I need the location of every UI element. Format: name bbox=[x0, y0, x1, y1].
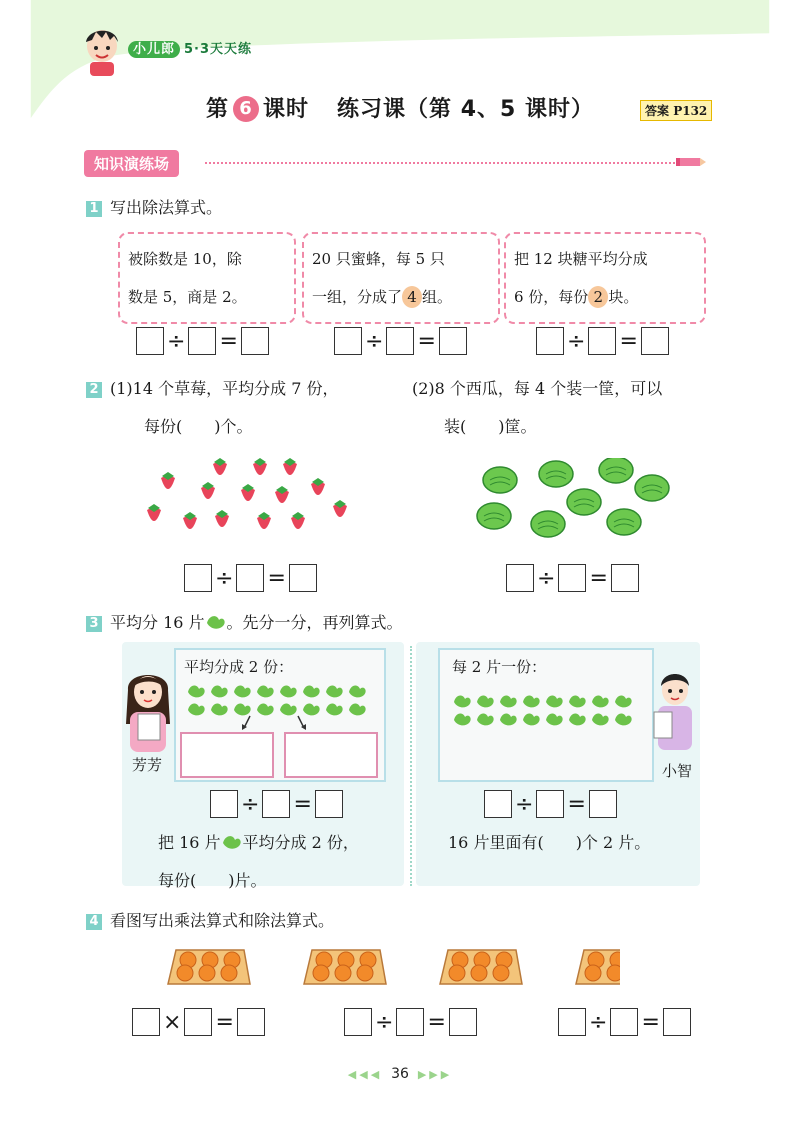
share-box-2[interactable] bbox=[284, 732, 378, 778]
answer-box[interactable] bbox=[484, 790, 512, 818]
watermelon-icon bbox=[607, 509, 641, 535]
q2-part1-line1 bbox=[86, 376, 338, 399]
q4-number: 4 bbox=[86, 914, 102, 930]
leaf-icon bbox=[615, 714, 632, 726]
card2-highlight: 4 bbox=[402, 286, 422, 308]
divide-sign: ÷ bbox=[167, 328, 186, 354]
strawberry-icon bbox=[161, 472, 175, 489]
answer-box[interactable] bbox=[386, 327, 414, 355]
q3-equation-1 bbox=[210, 790, 343, 818]
answer-box[interactable] bbox=[506, 564, 534, 592]
girl-fangfang-icon bbox=[120, 664, 176, 756]
leaf-icon bbox=[569, 696, 586, 708]
leaf-icon bbox=[592, 714, 609, 726]
answer-box[interactable] bbox=[184, 564, 212, 592]
page-footer bbox=[0, 1066, 800, 1082]
watermelon-icon bbox=[477, 503, 511, 529]
arrows-icon bbox=[230, 714, 320, 734]
q1-number: 1 bbox=[86, 201, 102, 217]
share-box-1[interactable] bbox=[180, 732, 274, 778]
fruit-tray-icon bbox=[304, 950, 386, 984]
answer-box[interactable] bbox=[589, 790, 617, 818]
left-title: 平均分成 2 份： bbox=[184, 658, 294, 676]
leaf-icon bbox=[280, 686, 297, 698]
answer-box[interactable] bbox=[241, 327, 269, 355]
card3-line2-post: 块。 bbox=[608, 288, 639, 306]
brand-name: 小儿郎 bbox=[128, 41, 180, 58]
fruit-tray-icon bbox=[168, 950, 250, 984]
answer-box[interactable] bbox=[132, 1008, 160, 1036]
q2-part1-text: (1)14 个草莓，平均分成 7 份， bbox=[110, 379, 339, 398]
leaf-icon bbox=[454, 714, 471, 726]
right-title: 每 2 片一份： bbox=[452, 658, 547, 676]
card3-line2-pre: 6 份，每份 bbox=[514, 288, 589, 306]
q3-left-text1 bbox=[158, 830, 359, 853]
answer-box[interactable] bbox=[188, 327, 216, 355]
answer-box[interactable] bbox=[184, 1008, 212, 1036]
leaves-right-group bbox=[450, 690, 640, 730]
leaf-icon bbox=[234, 686, 251, 698]
left-text1-pre: 把 16 片 bbox=[158, 833, 221, 852]
q2-equation-2 bbox=[506, 564, 639, 592]
series-name: 5·3天天练 bbox=[184, 42, 253, 57]
strawberry-icon bbox=[215, 510, 229, 527]
q1-equation-3 bbox=[536, 327, 669, 355]
leaf-icon bbox=[349, 704, 366, 716]
strawberry-icon bbox=[201, 482, 215, 499]
answer-box[interactable] bbox=[439, 327, 467, 355]
divide-sign: ÷ bbox=[537, 565, 556, 591]
answer-box[interactable] bbox=[289, 564, 317, 592]
q1-equation-2 bbox=[334, 327, 467, 355]
answer-ref bbox=[640, 100, 712, 121]
leaf-icon bbox=[523, 696, 540, 708]
q4-text: 看图写出乘法算式和除法算式。 bbox=[110, 911, 335, 930]
q3-number: 3 bbox=[86, 616, 102, 632]
q3-left-text2: 每份( )片。 bbox=[158, 871, 267, 890]
fruit-trays-picture bbox=[160, 944, 620, 990]
divide-sign: ÷ bbox=[589, 1009, 608, 1035]
divide-sign: ÷ bbox=[567, 328, 586, 354]
watermelon-icon bbox=[539, 461, 573, 487]
equals-sign: = bbox=[267, 565, 286, 591]
boy-xiaozhi-icon bbox=[650, 664, 700, 756]
q2-part1-line2: 每份( )个。 bbox=[144, 417, 253, 436]
answer-box[interactable] bbox=[610, 1008, 638, 1036]
pencil-icon bbox=[676, 155, 706, 169]
equals-sign: = bbox=[619, 328, 638, 354]
strawberry-icon bbox=[283, 458, 297, 475]
strawberry-icon bbox=[253, 458, 267, 475]
watermelon-icon bbox=[635, 475, 669, 501]
divide-sign: ÷ bbox=[515, 791, 534, 817]
leaf-icon bbox=[615, 696, 632, 708]
answer-box[interactable] bbox=[641, 327, 669, 355]
strawberries-picture bbox=[140, 452, 350, 542]
q2-equation-1 bbox=[184, 564, 317, 592]
q3-prompt-post: 。先分一分，再列算式。 bbox=[226, 613, 403, 632]
answer-box[interactable] bbox=[262, 790, 290, 818]
answer-box[interactable] bbox=[558, 1008, 586, 1036]
leaf-icon bbox=[546, 696, 563, 708]
equals-sign: = bbox=[589, 565, 608, 591]
footer-right-marks: ▶▶▶ bbox=[417, 1068, 453, 1081]
section-divider bbox=[205, 162, 675, 164]
strawberry-icon bbox=[275, 486, 289, 503]
answer-box[interactable] bbox=[449, 1008, 477, 1036]
q4-prompt bbox=[86, 908, 334, 931]
times-sign: × bbox=[163, 1009, 182, 1035]
q1-text: 写出除法算式。 bbox=[110, 198, 223, 217]
answer-box[interactable] bbox=[210, 790, 238, 818]
answer-box[interactable] bbox=[536, 327, 564, 355]
equals-sign: = bbox=[427, 1009, 446, 1035]
q1-card-3 bbox=[504, 232, 706, 324]
q3-right-text1: 16 片里面有( )个 2 片。 bbox=[448, 833, 651, 852]
section-title: 知识演练场 bbox=[84, 150, 179, 177]
q3-prompt-pre: 平均分 16 片 bbox=[110, 613, 205, 632]
answer-box[interactable] bbox=[536, 790, 564, 818]
footer-left-marks: ◀◀◀ bbox=[347, 1068, 383, 1081]
leaf-icon bbox=[326, 704, 343, 716]
q2-part2-line1: (2)8 个西瓜，每 4 个装一筐，可以 bbox=[412, 379, 663, 398]
fruit-tray-icon bbox=[576, 950, 620, 984]
leaf-icon bbox=[500, 696, 517, 708]
leaf-icon bbox=[454, 696, 471, 708]
answer-box[interactable] bbox=[663, 1008, 691, 1036]
card2-line2-post: 组。 bbox=[422, 288, 453, 306]
divide-sign: ÷ bbox=[375, 1009, 394, 1035]
watermelons-picture bbox=[470, 458, 680, 542]
leaf-icon bbox=[477, 696, 494, 708]
leaf-icon bbox=[592, 696, 609, 708]
q1-equation-1 bbox=[136, 327, 269, 355]
q1-card-1 bbox=[118, 232, 296, 324]
answer-page: P132 bbox=[673, 104, 708, 118]
panel-divider bbox=[410, 646, 412, 886]
title-prefix: 第 bbox=[206, 97, 230, 122]
answer-box[interactable] bbox=[237, 1008, 265, 1036]
q1-prompt bbox=[86, 195, 222, 218]
card2-line1: 20 只蜜蜂，每 5 只 bbox=[312, 250, 445, 268]
divide-sign: ÷ bbox=[365, 328, 384, 354]
answer-box[interactable] bbox=[334, 327, 362, 355]
equals-sign: = bbox=[641, 1009, 660, 1035]
equals-sign: = bbox=[293, 791, 312, 817]
watermelon-icon bbox=[567, 489, 601, 515]
leaf-icon bbox=[569, 714, 586, 726]
strawberry-icon bbox=[291, 512, 305, 529]
strawberry-icon bbox=[311, 478, 325, 495]
left-text1-post: 平均分成 2 份， bbox=[242, 833, 359, 852]
leaf-icon bbox=[205, 614, 227, 630]
leaf-icon bbox=[500, 714, 517, 726]
card3-line1: 把 12 块糖平均分成 bbox=[514, 250, 648, 268]
answer-box[interactable] bbox=[588, 327, 616, 355]
leaf-icon bbox=[211, 686, 228, 698]
leaf-icon bbox=[188, 686, 205, 698]
divide-sign: ÷ bbox=[241, 791, 260, 817]
equals-sign: = bbox=[567, 791, 586, 817]
page-number: 36 bbox=[391, 1066, 409, 1082]
equals-sign: = bbox=[215, 1009, 234, 1035]
answer-label: 答案 bbox=[645, 104, 670, 118]
logo bbox=[128, 38, 252, 57]
q3-equation-2 bbox=[484, 790, 617, 818]
q1-card-2 bbox=[302, 232, 500, 324]
q4-equation-divide-1 bbox=[344, 1008, 477, 1036]
answer-box[interactable] bbox=[558, 564, 586, 592]
strawberry-icon bbox=[147, 504, 161, 521]
strawberry-icon bbox=[257, 512, 271, 529]
answer-box[interactable] bbox=[315, 790, 343, 818]
answer-box[interactable] bbox=[396, 1008, 424, 1036]
leaf-icon bbox=[349, 686, 366, 698]
mascot-icon bbox=[80, 24, 124, 76]
q4-equation-multiply bbox=[132, 1008, 265, 1036]
strawberry-icon bbox=[333, 500, 347, 517]
card2-line2 bbox=[312, 278, 490, 316]
watermelon-icon bbox=[483, 467, 517, 493]
leaf-icon bbox=[326, 686, 343, 698]
q2-number: 2 bbox=[86, 382, 102, 398]
leaf-icon bbox=[477, 714, 494, 726]
q3-prompt bbox=[86, 610, 403, 633]
equals-sign: = bbox=[219, 328, 238, 354]
title-main: 练习课（第 4、5 课时） bbox=[337, 97, 594, 122]
divide-sign: ÷ bbox=[215, 565, 234, 591]
answer-box[interactable] bbox=[236, 564, 264, 592]
leaf-icon bbox=[303, 686, 320, 698]
strawberry-icon bbox=[241, 484, 255, 501]
answer-box[interactable] bbox=[344, 1008, 372, 1036]
card3-highlight: 2 bbox=[588, 286, 608, 308]
title-suffix: 课时 bbox=[263, 97, 310, 122]
leaf-icon bbox=[257, 686, 274, 698]
q4-equation-divide-2 bbox=[558, 1008, 691, 1036]
answer-box[interactable] bbox=[611, 564, 639, 592]
leaf-icon bbox=[523, 714, 540, 726]
card1-line1: 被除数是 10，除 bbox=[128, 250, 242, 268]
watermelon-icon bbox=[599, 458, 633, 483]
leaf-icon bbox=[211, 704, 228, 716]
card2-line2-pre: 一组，分成了 bbox=[312, 288, 403, 306]
card3-line2 bbox=[514, 278, 696, 316]
lesson-number: 6 bbox=[233, 96, 259, 122]
answer-box[interactable] bbox=[136, 327, 164, 355]
leaf-icon bbox=[221, 834, 243, 850]
watermelon-icon bbox=[531, 511, 565, 537]
fruit-tray-icon bbox=[440, 950, 522, 984]
card1-line2: 数是 5，商是 2。 bbox=[128, 288, 247, 306]
leaf-icon bbox=[188, 704, 205, 716]
left-person-name: 芳芳 bbox=[132, 756, 163, 774]
leaf-icon bbox=[546, 714, 563, 726]
strawberry-icon bbox=[183, 512, 197, 529]
q2-part2-line2: 装( )筐。 bbox=[444, 417, 537, 436]
right-person-name: 小智 bbox=[662, 762, 693, 780]
strawberry-icon bbox=[213, 458, 227, 475]
equals-sign: = bbox=[417, 328, 436, 354]
